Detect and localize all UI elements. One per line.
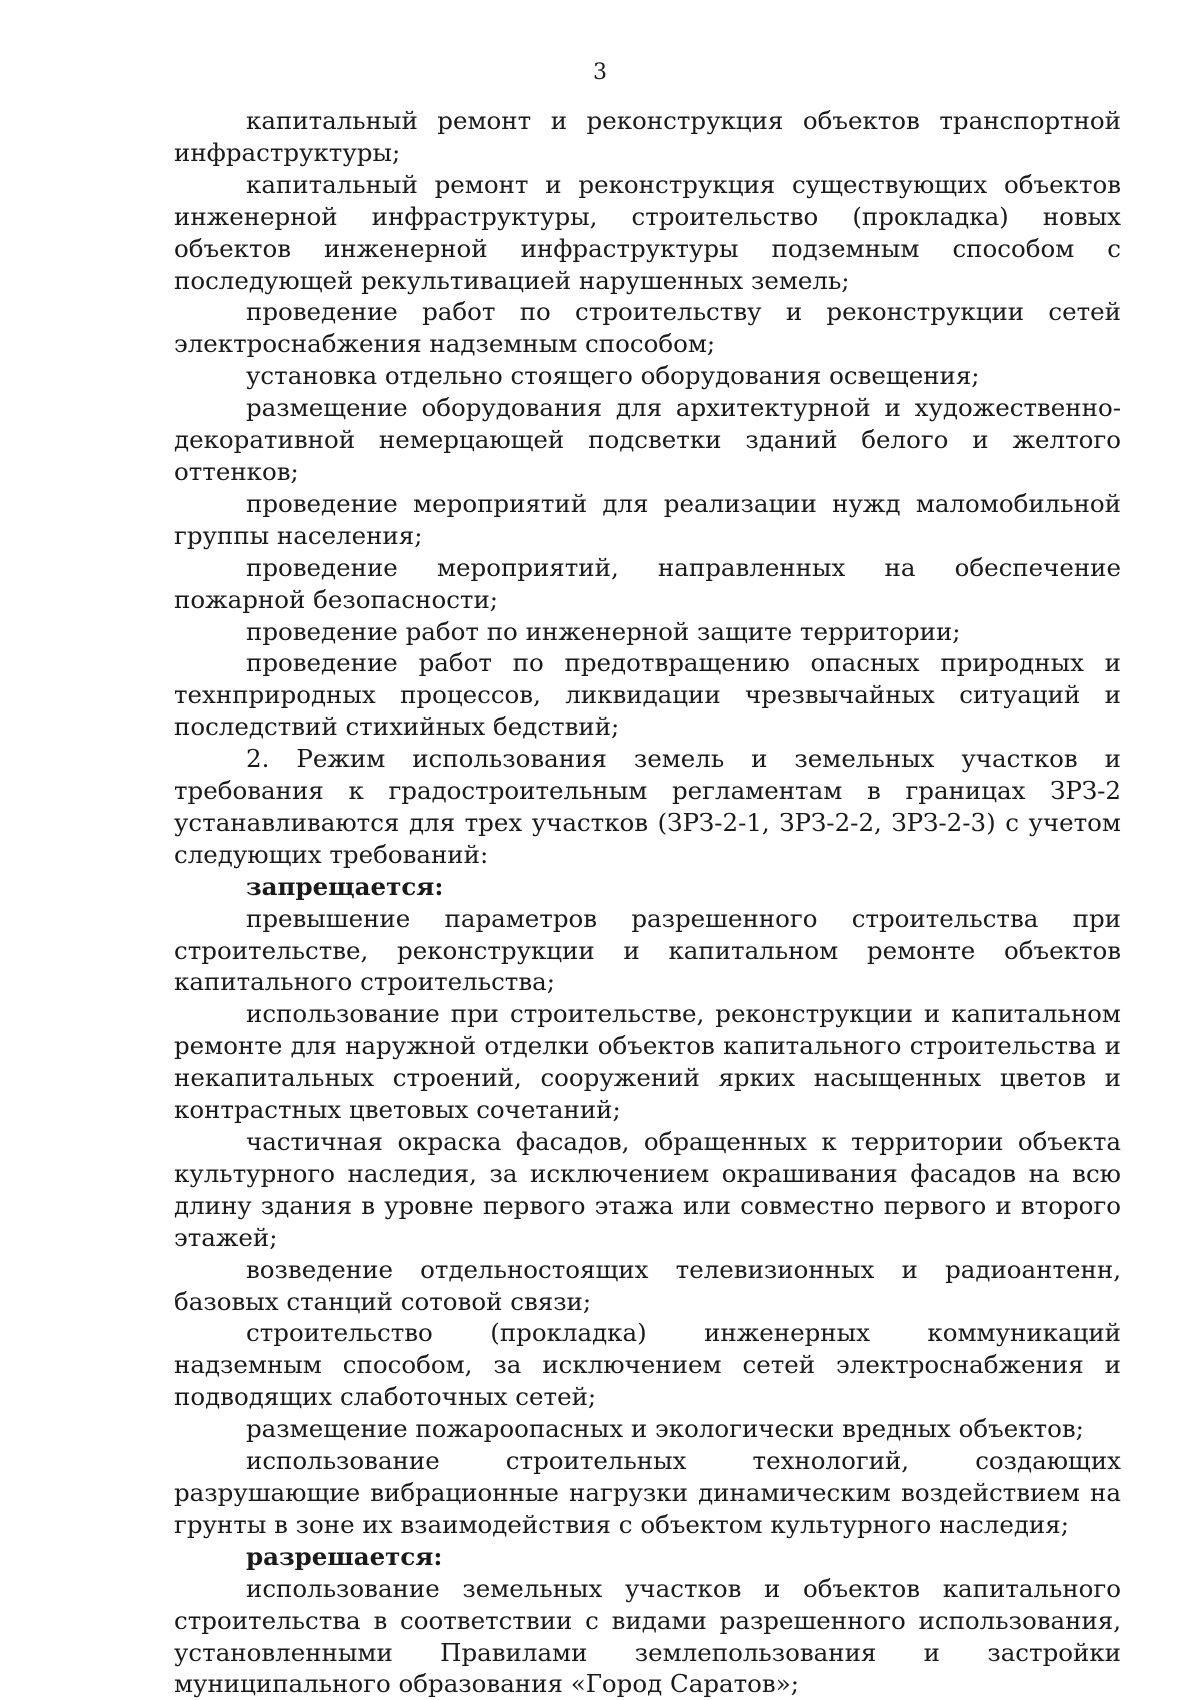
- paragraph: размещение пожароопасных и экологически вредных объектов;: [246, 1414, 1084, 1444]
- paragraph: установка отдельно стоящего оборудования освещения;: [246, 361, 980, 391]
- paragraph: строительство (прокладка) инженерных коммуникаций надземным способом, за исключением сетей электроснабжения и подводящих слаботочных сетей;: [174, 1318, 1121, 1412]
- section-heading: разрешается:: [246, 1541, 443, 1571]
- paragraph: проведение работ по инженерной защите территории;: [246, 616, 961, 646]
- paragraph: капитальный ремонт и реконструкция объектов транспортной инфраструктуры;: [174, 106, 1121, 167]
- paragraph: использование земельных участков и объектов капитального строительства в соответствии с видами разрешенного использования, установленными Правилами землепользования и застройки муниципального образования «Город Саратов»;: [174, 1573, 1121, 1699]
- paragraph: капитальный ремонт и реконструкция существующих объектов инженерной инфраструктуры, строительство (прокладка) новых объектов инженерной инфраструктуры подземным способом с последующей рекультивацией нарушенных земель;: [174, 169, 1121, 295]
- document-body: [174, 105, 1121, 1700]
- paragraph: возведение отдельностоящих телевизионных и радиоантенн, базовых станций сотовой связи;: [174, 1254, 1121, 1316]
- page-number: 3: [593, 60, 607, 85]
- section-heading: запрещается:: [246, 871, 444, 901]
- paragraph: проведение работ по строительству и реконструкции сетей электроснабжения надземным способом;: [174, 297, 1121, 359]
- paragraph: превышение параметров разрешенного строительства при строительстве, реконструкции и капитальном ремонте объектов капитального строительства;: [174, 903, 1121, 997]
- paragraph: использование при строительстве, реконструкции и капитальном ремонте для наружной отделки объектов капитального строительства и некапитальных строений, сооружений ярких насыщенных цветов и контрастных цветовых сочетаний;: [174, 999, 1121, 1125]
- paragraph: проведение работ по предотвращению опасных природных и технприродных процессов, ликвидации чрезвычайных ситуаций и последствий стихийных бедствий;: [174, 648, 1121, 742]
- paragraph: проведение мероприятий для реализации нужд маломобильной группы населения;: [174, 488, 1121, 550]
- paragraph: 2. Режим использования земель и земельных участков и требования к градостроительным регламентам в границах ЗРЗ-2 устанавливаются для трех участков (ЗРЗ-2-1, ЗРЗ-2-2, ЗРЗ-2-3) с учетом следующих требований:: [174, 744, 1121, 869]
- paragraph: использование строительных технологий, создающих разрушающие вибрационные нагрузки динамическим воздействием на грунты в зоне их взаимодействия с объектом культурного наследия;: [174, 1446, 1121, 1539]
- paragraph: частичная окраска фасадов, обращенных к территории объекта культурного наследия, за исключением окрашивания фасадов на всю длину здания в уровне первого этажа или совместно первого и второго этажей;: [174, 1127, 1121, 1252]
- paragraph: проведение мероприятий, направленных на обеспечение пожарной безопасности;: [174, 552, 1121, 614]
- paragraph: размещение оборудования для архитектурной и художественно-декоративной немерцающей подсветки зданий белого и желтого оттенков;: [174, 393, 1121, 486]
